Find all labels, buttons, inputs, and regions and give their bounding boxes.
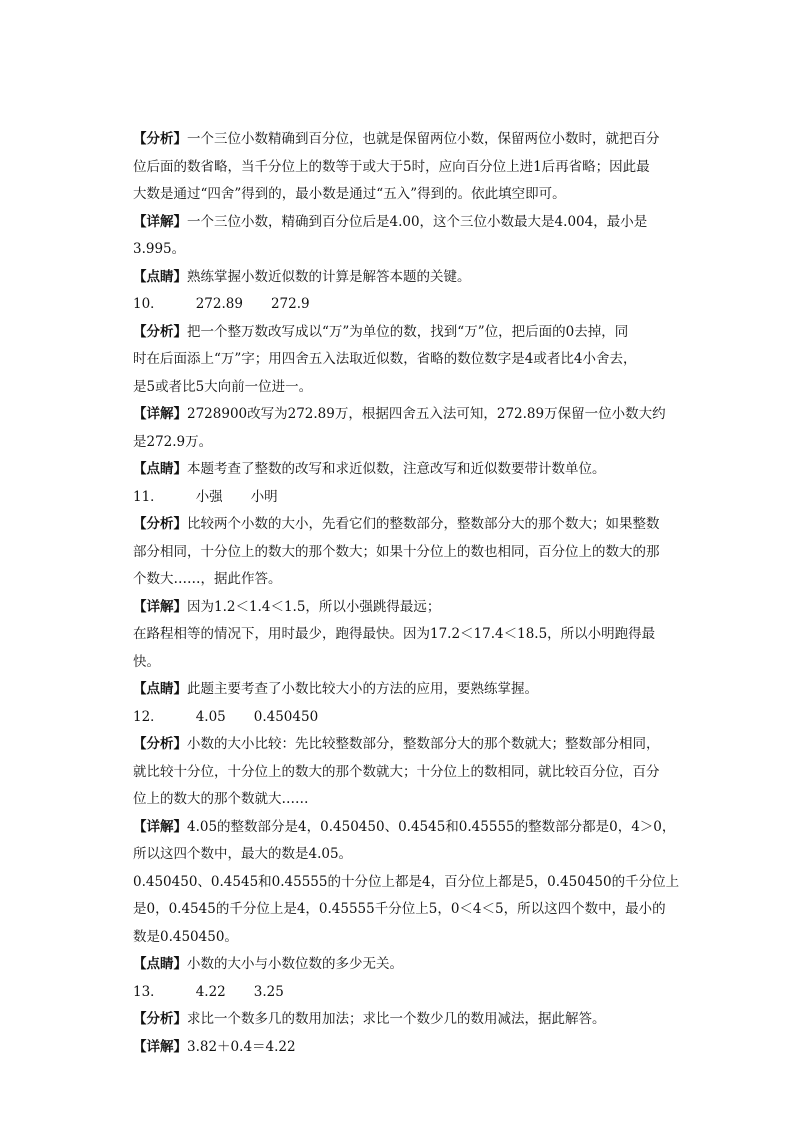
line-text: 小数的大小与小数位数的多少无关。: [187, 956, 403, 972]
line-text: 部分相同，十分位上的数大的那个数大；如果十分位上的数也相同，百分位上的数大的那: [133, 543, 660, 560]
text-line: [133, 841, 673, 869]
line-text: 是5或者比5大向前一位进一。: [133, 378, 313, 395]
section-tag: 【详解】: [133, 818, 187, 835]
line-text: 是272.9万。: [133, 433, 213, 450]
section-line: [133, 594, 673, 622]
question-number: 10．: [133, 296, 164, 312]
section-line: [133, 814, 676, 842]
section-tag: 【详解】: [133, 406, 187, 422]
line-text: 本题考查了整数的改写和求近似数，注意改写和近似数要带计数单位。: [187, 461, 606, 477]
line-text: 一个三位小数，精确到百分位后是4.00，这个三位小数最大是4.004，最小是: [187, 213, 648, 230]
line-text: 在路程相等的情况下，用时最少，跑得最快。因为17.2＜17.4＜18.5，所以小明跑得最: [133, 626, 656, 642]
line-text: 求比一个数多几的数用加法；求比一个数少几的数用减法，据此解答。: [187, 1011, 606, 1027]
answer-value: 4.22: [195, 983, 226, 1000]
text-line: [133, 566, 673, 594]
section-line: [133, 209, 673, 237]
line-text: 时在后面添上“万”字；用四舍五入法取近似数，省略的数位数字是4或者比4小舍去，: [133, 351, 637, 367]
text-line: [133, 429, 673, 457]
section-line: [133, 126, 673, 154]
text-line: [133, 896, 673, 924]
line-text: 3.995。: [133, 241, 186, 257]
line-text: 快。: [133, 653, 160, 670]
line-text: 因为1.2＜1.4＜1.5，所以小强跳得最远；: [187, 598, 441, 615]
section-tag: 【点睛】: [133, 268, 187, 285]
section-line: [133, 1006, 673, 1034]
line-text: 0.450450、0.4545和0.45555的十分位上都是4，百分位上都是5，0.450450的千分位上: [133, 873, 680, 890]
answer-value: 272.9: [270, 296, 310, 312]
line-text: 此题主要考查了小数比较大小的方法的应用，要熟练掌握。: [187, 681, 538, 697]
line-text: 位上的数大的那个数就大……: [133, 791, 309, 807]
line-text: 把一个整万数改写成以“万”为单位的数，找到“万”位，把后面的0去掉，同: [187, 323, 629, 340]
question-answer-line: [133, 291, 673, 319]
line-text: 大数是通过“四舍”得到的，最小数是通过“五入”得到的。依此填空即可。: [133, 186, 566, 202]
line-text: 一个三位小数精确到百分位，也就是保留两位小数，保留两位小数时，就把百分: [187, 131, 660, 147]
question-answer-line: [133, 704, 673, 732]
answer-value: 272.89: [195, 296, 243, 312]
section-line: [133, 264, 673, 292]
section-line: [133, 456, 673, 484]
section-line: [133, 731, 673, 759]
section-tag: 【分析】: [133, 1011, 187, 1027]
text-line: [133, 924, 673, 952]
section-tag: 【分析】: [133, 516, 187, 532]
section-line: [133, 951, 673, 979]
line-text: 比较两个小数的大小，先看它们的整数部分，整数部分大的那个数大；如果整数: [187, 516, 660, 532]
line-text: 3.82＋0.4＝4.22: [187, 1038, 296, 1055]
text-line: [133, 621, 673, 649]
section-tag: 【详解】: [133, 598, 187, 615]
text-line: [133, 539, 673, 567]
section-line: [133, 676, 673, 704]
text-line: [133, 869, 680, 897]
text-line: [133, 181, 673, 209]
document-body: [133, 126, 680, 1061]
section-line: [133, 401, 673, 429]
question-number: 13．: [133, 983, 164, 1000]
answer-value: 0.450450: [253, 708, 319, 725]
line-text: 数是0.450450。: [133, 928, 238, 945]
section-tag: 【详解】: [133, 1038, 187, 1055]
answer-value: 4.05: [195, 708, 226, 725]
line-text: 位后面的数省略，当千分位上的数等于或大于5时，应向百分位上进1后再省略；因此最: [133, 158, 650, 175]
line-text: 熟练掌握小数近似数的计算是解答本题的关键。: [187, 268, 471, 285]
answer-value: 小明: [250, 488, 278, 505]
section-tag: 【详解】: [133, 213, 187, 230]
text-line: [133, 374, 673, 402]
line-text: 所以这四个数中，最大的数是4.05。: [133, 846, 353, 862]
question-answer-line: [133, 979, 673, 1007]
text-line: [133, 786, 673, 814]
answer-value: 3.25: [253, 983, 284, 1000]
section-line: [133, 511, 673, 539]
section-tag: 【分析】: [133, 131, 187, 147]
section-tag: 【点睛】: [133, 681, 187, 697]
line-text: 2728900改写为272.89万，根据四舍五入法可知，272.89万保留一位小数大约: [187, 406, 666, 422]
line-text: 4.05的整数部分是4，0.450450、0.4545和0.45555的整数部分都是0，4＞0，: [187, 818, 676, 835]
text-line: [133, 154, 673, 182]
text-line: [133, 346, 673, 374]
answer-value: 小强: [195, 488, 223, 505]
section-tag: 【分析】: [133, 736, 187, 752]
line-text: 个数大……，据此作答。: [133, 571, 282, 587]
text-line: [133, 649, 673, 677]
line-text: 是0，0.4545的千分位上是4，0.45555千分位上5，0＜4＜5，所以这四个数中，最小的: [133, 901, 666, 917]
section-line: [133, 1034, 673, 1062]
section-line: [133, 319, 673, 347]
section-tag: 【点睛】: [133, 461, 187, 477]
question-number: 11．: [133, 488, 164, 505]
line-text: 就比较十分位，十分位上的数大的那个数就大；十分位上的数相同，就比较百分位，百分: [133, 763, 660, 780]
question-answer-line: [133, 484, 673, 512]
question-number: 12．: [133, 708, 164, 725]
text-line: [133, 759, 673, 787]
line-text: 小数的大小比较：先比较整数部分，整数部分大的那个数就大；整数部分相同，: [187, 736, 660, 752]
text-line: [133, 236, 673, 264]
section-tag: 【分析】: [133, 323, 187, 340]
section-tag: 【点睛】: [133, 956, 187, 972]
